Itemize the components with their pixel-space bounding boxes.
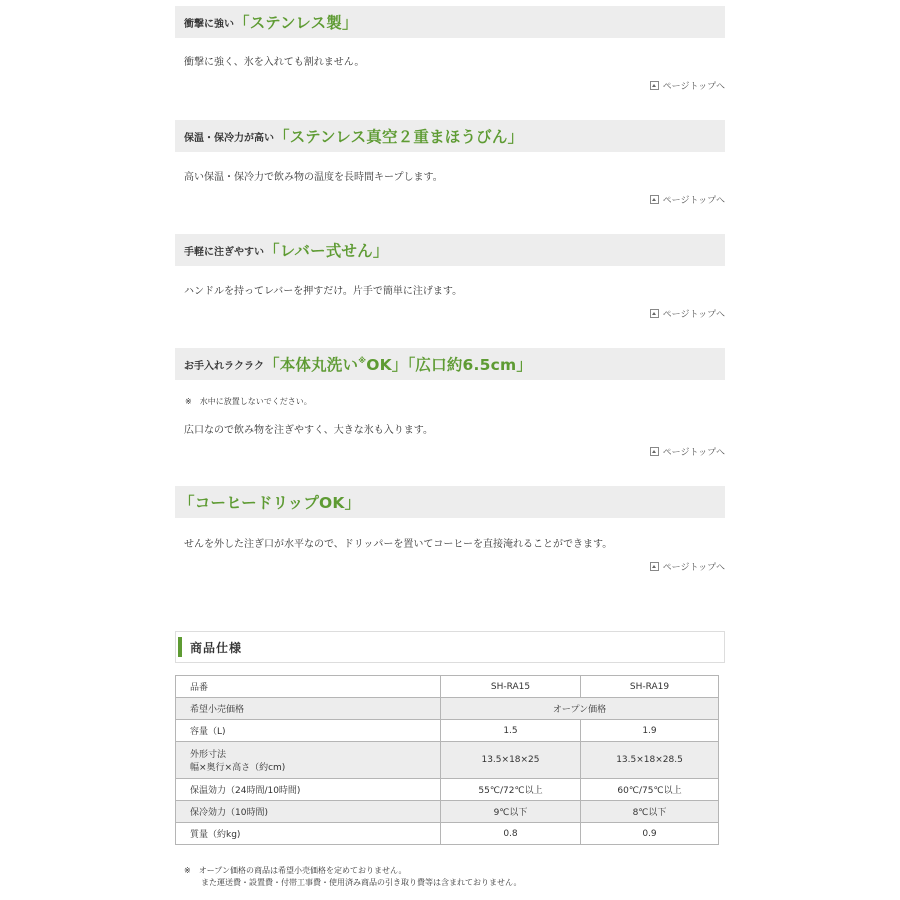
section-heading-stainless — [175, 6, 725, 38]
page-top-link[interactable] — [650, 79, 725, 92]
section-title: 「レバー式せん」 — [264, 242, 389, 260]
section-title: 「コーヒードリップOK」 — [179, 494, 361, 512]
section-subtitle: 保温・保冷力が高い — [184, 132, 274, 144]
section-body: 高い保温・保冷力で飲み物の温度を長時間キープします。 — [184, 172, 443, 183]
table-row — [176, 676, 719, 698]
accent-bar — [178, 637, 182, 657]
arrow-up-icon — [650, 309, 659, 318]
footnote-line: また運送費・設置費・付帯工事費・使用済み商品の引き取り費等は含まれておりません。 — [201, 878, 522, 887]
value-cell: 60℃/75℃以上 — [581, 779, 719, 801]
row-label: 質量（約kg) — [176, 823, 441, 845]
section-subtitle: 衝撃に強い — [184, 18, 234, 30]
section-heading-lever — [175, 234, 725, 266]
section-title-part: OK」「広口約6.5cm」 — [366, 356, 533, 374]
page-top-link[interactable] — [650, 445, 725, 458]
value-cell: 1.9 — [581, 720, 719, 742]
value-cell: 9℃以下 — [441, 801, 581, 823]
value-cell: 13.5×18×28.5 — [581, 742, 719, 779]
table-row — [176, 698, 719, 720]
arrow-up-icon — [650, 447, 659, 456]
table-row — [176, 801, 719, 823]
section-subtitle: お手入れラクラク — [184, 360, 264, 372]
page-top-link[interactable] — [650, 560, 725, 573]
row-label: 保温効力（24時間/10時間) — [176, 779, 441, 801]
model-cell: SH-RA15 — [441, 676, 581, 698]
table-row — [176, 742, 719, 779]
section-body: ハンドルを持ってレバーを押すだけ。片手で簡単に注げます。 — [184, 286, 463, 297]
row-label-line: 幅×奥行×高さ（約cm) — [190, 763, 286, 773]
arrow-up-icon — [650, 562, 659, 571]
arrow-up-icon — [650, 195, 659, 204]
section-subtitle: 手軽に注ぎやすい — [184, 246, 264, 258]
section-body: 衝撃に強く、氷を入れても割れません。 — [184, 57, 365, 68]
value-cell: 1.5 — [441, 720, 581, 742]
table-row — [176, 779, 719, 801]
footnote-line: ※ オープン価格の商品は希望小売価格を定めておりません。 — [184, 866, 407, 875]
section-title: 「ステンレス真空２重まほうびん」 — [274, 128, 524, 146]
row-label — [176, 742, 441, 779]
page-top-link[interactable] — [650, 193, 725, 206]
page-top-label: ページトップへ — [662, 82, 725, 92]
section-title — [264, 353, 532, 375]
table-row — [176, 823, 719, 845]
row-label-line: 外形寸法 — [190, 750, 227, 760]
value-cell: 0.9 — [581, 823, 719, 845]
row-label: 容量（L) — [176, 720, 441, 742]
value-cell: 8℃以下 — [581, 801, 719, 823]
section-title-part: 「本体丸洗い — [264, 356, 359, 374]
section-title: 「ステンレス製」 — [234, 14, 358, 32]
spec-heading — [175, 631, 725, 663]
row-label: 保冷効力（10時間) — [176, 801, 441, 823]
spec-title: 商品仕様 — [190, 640, 243, 655]
section-note: ※ 水中に放置しないでください。 — [185, 397, 312, 406]
spec-table — [175, 675, 719, 845]
model-cell: SH-RA19 — [581, 676, 719, 698]
page-top-label: ページトップへ — [662, 563, 725, 573]
page-top-label: ページトップへ — [662, 448, 725, 458]
row-label: 品番 — [176, 676, 441, 698]
table-row — [176, 720, 719, 742]
value-cell: 55℃/72℃以上 — [441, 779, 581, 801]
page-top-label: ページトップへ — [662, 310, 725, 320]
section-body: 広口なので飲み物を注ぎやすく、大きな氷も入ります。 — [184, 425, 433, 436]
price-cell: オープン価格 — [441, 698, 719, 720]
section-body: せんを外した注ぎ口が水平なので、ドリッパーを置いてコーヒーを直接淹れることができます。 — [184, 539, 613, 550]
footnote — [184, 865, 521, 889]
value-cell: 0.8 — [441, 823, 581, 845]
section-heading-coffee — [175, 486, 725, 518]
page-top-link[interactable] — [650, 307, 725, 320]
value-cell: 13.5×18×25 — [441, 742, 581, 779]
arrow-up-icon — [650, 81, 659, 90]
section-heading-vacuum — [175, 120, 725, 152]
row-label: 希望小売価格 — [176, 698, 441, 720]
page-top-label: ページトップへ — [662, 196, 725, 206]
footnote-mark: ※ — [358, 356, 367, 365]
section-heading-washable — [175, 348, 725, 380]
